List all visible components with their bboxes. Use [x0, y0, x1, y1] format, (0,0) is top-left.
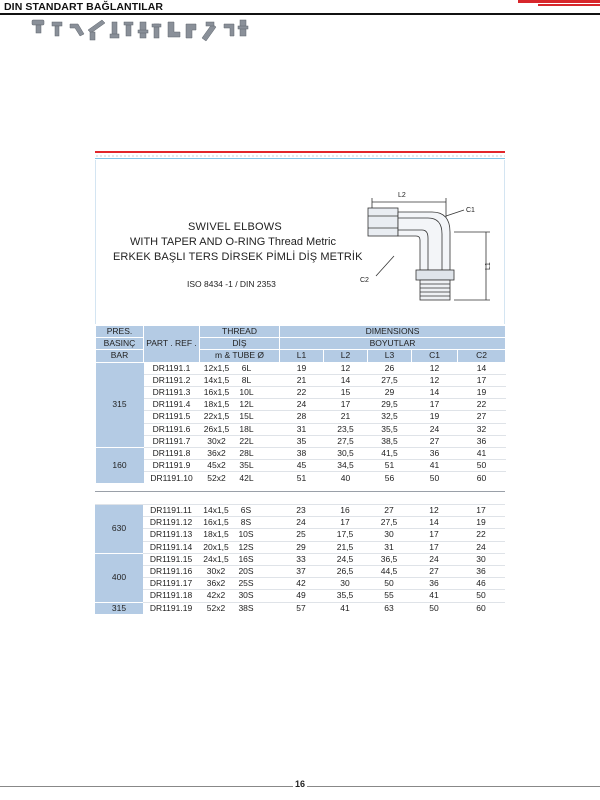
dim-l3-cell: 27,5: [367, 517, 411, 529]
dim-c1-cell: 17: [411, 541, 457, 553]
col-head-c2: C2: [458, 350, 506, 362]
pressure-cell: 315: [95, 602, 143, 614]
col-head-m-tube: m & TUBE Ø: [200, 350, 280, 362]
thread-size: 52x2: [207, 472, 226, 483]
dim-l1-cell: 23: [279, 505, 323, 517]
dim-l1-cell: 33: [279, 553, 323, 565]
dim-l1-cell: 19: [280, 362, 324, 374]
dim-c2-cell: 19: [457, 517, 505, 529]
thread-cell: [199, 565, 279, 577]
part-ref-cell: DR1191.14: [143, 541, 199, 553]
thread-cell: [200, 362, 280, 374]
dim-l3-cell: 30: [367, 529, 411, 541]
tube-size: 35L: [239, 460, 254, 471]
pressure-cell: 630: [95, 505, 143, 554]
col-head-part-ref: PART . REF .: [144, 326, 200, 363]
thread-size: 42x2: [206, 590, 226, 601]
dim-l3-cell: 29,5: [368, 399, 412, 411]
dim-l3-cell: 63: [367, 602, 411, 614]
table-row: [95, 565, 505, 577]
col-head-l3: L3: [368, 350, 412, 362]
part-ref-cell: DR1191.15: [143, 553, 199, 565]
part-ref-cell: DR1191.1: [144, 362, 200, 374]
dim-l1-cell: 35: [280, 435, 324, 447]
dim-c1-cell: 24: [412, 423, 458, 435]
dim-l3-cell: 32,5: [368, 411, 412, 423]
dim-l2-cell: 21,5: [323, 541, 367, 553]
dim-l1-cell: 22: [280, 386, 324, 398]
table-row: [96, 362, 506, 374]
dim-c1-cell: 12: [412, 362, 458, 374]
header-rule: [0, 13, 600, 15]
dim-c2-cell: 17: [458, 374, 506, 386]
table-row: [95, 529, 505, 541]
dim-l2-cell: 27,5: [324, 435, 368, 447]
thread-cell: [199, 590, 279, 602]
thread-cell: [200, 374, 280, 386]
thread-cell: [199, 529, 279, 541]
tube-size: 10S: [238, 529, 254, 540]
col-head-dimensions: DIMENSIONS: [280, 326, 506, 338]
thread-cell: [200, 472, 280, 484]
thread-size: 45x2: [207, 460, 226, 471]
part-ref-cell: DR1191.5: [144, 411, 200, 423]
dim-l3-cell: 29: [368, 386, 412, 398]
header-fittings-strip-icon: [30, 16, 260, 48]
thread-size: 14x1,5: [203, 505, 229, 516]
dim-l2-cell: 24,5: [323, 553, 367, 565]
table-row: [95, 590, 505, 602]
dim-c2-cell: 36: [458, 435, 506, 447]
dim-l3-cell: 36,5: [367, 553, 411, 565]
dim-c1-cell: 12: [411, 505, 457, 517]
dim-c2-cell: 60: [458, 472, 506, 484]
tube-size: 30S: [238, 590, 254, 601]
dim-l1-cell: 21: [280, 374, 324, 386]
thread-cell: [199, 505, 279, 517]
catalog-section-title: DIN STANDART BAĞLANTILAR: [4, 1, 164, 13]
dim-l2-cell: 21: [324, 411, 368, 423]
dim-l1-cell: 29: [279, 541, 323, 553]
pressure-cell: 400: [95, 553, 143, 602]
dim-l3-cell: 27: [367, 505, 411, 517]
dim-l3-cell: 31: [367, 541, 411, 553]
thread-cell: [200, 447, 280, 459]
dim-l2-cell: 12: [324, 362, 368, 374]
thread-size: 22x1,5: [203, 411, 230, 422]
dim-c1-cell: 41: [412, 460, 458, 472]
dim-l1-cell: 42: [279, 578, 323, 590]
dim-c1-cell: 14: [411, 517, 457, 529]
dim-l2-cell: 41: [323, 602, 367, 614]
table-row: [96, 472, 506, 484]
thread-cell: [200, 423, 280, 435]
part-ref-cell: DR1191.9: [144, 460, 200, 472]
dim-c1-cell: 17: [411, 529, 457, 541]
part-ref-cell: DR1191.17: [143, 578, 199, 590]
table-divider: [95, 491, 505, 492]
table-row: [96, 386, 506, 398]
product-title-en: SWIVEL ELBOWS: [188, 221, 282, 233]
dim-l2-cell: 40: [324, 472, 368, 484]
table-row: [95, 602, 505, 614]
dim-c1-label: C1: [466, 207, 475, 214]
dim-l2-cell: 17: [323, 517, 367, 529]
thread-cell: [199, 602, 279, 614]
part-ref-cell: DR1191.19: [143, 602, 199, 614]
dim-l3-cell: 56: [368, 472, 412, 484]
dim-c2-label: C2: [360, 277, 369, 284]
dim-l1-cell: 31: [280, 423, 324, 435]
table-row: [96, 460, 506, 472]
page-number: 16: [295, 779, 306, 789]
dim-c1-cell: 36: [412, 447, 458, 459]
part-ref-cell: DR1191.7: [144, 435, 200, 447]
part-ref-cell: DR1191.16: [143, 565, 199, 577]
dim-c2-cell: 22: [458, 399, 506, 411]
table-row: [96, 447, 506, 459]
dim-l1-cell: 38: [280, 447, 324, 459]
table-row: [96, 399, 506, 411]
dim-l1-cell: 24: [279, 517, 323, 529]
tube-size: 25S: [238, 578, 254, 589]
dim-l3-cell: 51: [368, 460, 412, 472]
dim-l1-cell: 28: [280, 411, 324, 423]
dim-l2-cell: 30: [323, 578, 367, 590]
dim-c1-cell: 17: [412, 399, 458, 411]
dimensions-table-group-1: [95, 325, 506, 484]
dim-c2-cell: 27: [458, 411, 506, 423]
dim-l3-cell: 55: [367, 590, 411, 602]
dim-c1-cell: 50: [411, 602, 457, 614]
dim-l1-label: L1: [485, 262, 492, 270]
pressure-cell: 315: [96, 362, 144, 447]
swivel-elbow-technical-drawing: [350, 182, 500, 314]
thread-cell: [200, 435, 280, 447]
part-ref-cell: DR1191.12: [143, 517, 199, 529]
thread-size: 36x2: [206, 578, 226, 589]
dim-l1-cell: 45: [280, 460, 324, 472]
tube-size: 12L: [239, 399, 254, 410]
thread-cell: [199, 517, 279, 529]
dim-c1-cell: 27: [411, 565, 457, 577]
part-ref-cell: DR1191.8: [144, 447, 200, 459]
tube-size: 15L: [239, 411, 254, 422]
product-subtitle-en: WITH TAPER AND O-RING Thread Metric: [130, 236, 336, 248]
col-head-l1: L1: [280, 350, 324, 362]
product-standard: ISO 8434 -1 / DIN 2353: [187, 279, 276, 289]
table-row: [96, 423, 506, 435]
dim-c2-cell: 30: [457, 553, 505, 565]
col-head-c1: C1: [412, 350, 458, 362]
tube-size: 22L: [239, 435, 254, 446]
tube-size: 10L: [239, 387, 254, 398]
dim-l2-label: L2: [398, 192, 406, 199]
thread-size: 30x2: [207, 435, 226, 446]
tube-size: 20S: [238, 566, 254, 577]
dim-l2-cell: 23,5: [324, 423, 368, 435]
thread-cell: [200, 411, 280, 423]
tube-size: 38S: [238, 602, 254, 613]
dim-l2-cell: 35,5: [323, 590, 367, 602]
tube-size: 42L: [239, 472, 254, 483]
part-ref-cell: DR1191.10: [144, 472, 200, 484]
col-head-basinc: BASINÇ: [96, 338, 144, 350]
dim-c2-cell: 60: [457, 602, 505, 614]
dim-c1-cell: 24: [411, 553, 457, 565]
thread-size: 30x2: [206, 566, 226, 577]
thread-size: 36x2: [207, 447, 226, 458]
table-row: [95, 505, 505, 517]
dim-c2-cell: 36: [457, 565, 505, 577]
dim-c2-cell: 14: [458, 362, 506, 374]
dim-c2-cell: 22: [457, 529, 505, 541]
dim-l3-cell: 50: [367, 578, 411, 590]
dim-l1-cell: 25: [279, 529, 323, 541]
dim-c2-cell: 50: [458, 460, 506, 472]
product-title-tr: ERKEK BAŞLI TERS DİRSEK PİMLİ DİŞ METRİK: [113, 251, 363, 263]
thread-size: 26x1,5: [203, 423, 230, 434]
col-head-dis: DİŞ: [200, 338, 280, 350]
table-row: [95, 578, 505, 590]
dim-l2-cell: 16: [323, 505, 367, 517]
dim-l3-cell: 38,5: [368, 435, 412, 447]
dim-l1-cell: 49: [279, 590, 323, 602]
tube-size: 8L: [241, 374, 252, 385]
thread-size: 20x1,5: [203, 541, 229, 552]
dim-l2-cell: 34,5: [324, 460, 368, 472]
thread-cell: [200, 386, 280, 398]
thread-cell: [199, 578, 279, 590]
dim-l3-cell: 26: [368, 362, 412, 374]
dim-l1-cell: 24: [280, 399, 324, 411]
col-head-pres: PRES.: [96, 326, 144, 338]
tube-size: 12S: [238, 541, 254, 552]
dim-l1-cell: 51: [280, 472, 324, 484]
header-accent-bar: [518, 0, 600, 3]
tube-size: 28L: [239, 447, 254, 458]
thread-size: 16x1,5: [203, 517, 229, 528]
thread-size: 24x1,5: [203, 553, 229, 564]
thread-size: 12x1,5: [203, 362, 230, 373]
col-head-bar: BAR: [96, 350, 144, 362]
part-ref-cell: DR1191.18: [143, 590, 199, 602]
dim-c1-cell: 27: [412, 435, 458, 447]
thread-size: 14x1,5: [203, 374, 230, 385]
part-ref-cell: DR1191.4: [144, 399, 200, 411]
part-ref-cell: DR1191.6: [144, 423, 200, 435]
part-ref-cell: DR1191.3: [144, 386, 200, 398]
table-row: [96, 411, 506, 423]
table-row: [95, 517, 505, 529]
tube-size: 18L: [239, 423, 254, 434]
part-ref-cell: DR1191.2: [144, 374, 200, 386]
part-ref-cell: DR1191.13: [143, 529, 199, 541]
dim-c2-cell: 50: [457, 590, 505, 602]
dim-l2-cell: 15: [324, 386, 368, 398]
header-accent-bar-2: [538, 4, 600, 6]
thread-cell: [199, 553, 279, 565]
pressure-cell: 160: [96, 447, 144, 484]
dim-l3-cell: 35,5: [368, 423, 412, 435]
thread-size: 18x1,5: [203, 399, 230, 410]
dim-c2-cell: 41: [458, 447, 506, 459]
dim-l2-cell: 17,5: [323, 529, 367, 541]
dim-l3-cell: 44,5: [367, 565, 411, 577]
dim-l1-cell: 37: [279, 565, 323, 577]
section-dotted-rule: [95, 155, 505, 157]
tube-size: 8S: [240, 517, 252, 528]
dim-c2-cell: 24: [457, 541, 505, 553]
section-blue-rule: [95, 158, 505, 159]
part-ref-cell: DR1191.11: [143, 505, 199, 517]
dim-c2-cell: 46: [457, 578, 505, 590]
thread-size: 18x1,5: [203, 529, 229, 540]
tube-size: 16S: [238, 553, 254, 564]
col-head-boyutlar: BOYUTLAR: [280, 338, 506, 350]
dim-c2-cell: 32: [458, 423, 506, 435]
dim-l3-cell: 27,5: [368, 374, 412, 386]
table-row: [96, 374, 506, 386]
dimensions-table-group-2: [95, 504, 505, 615]
tube-size: 6S: [240, 505, 252, 516]
dim-l2-cell: 30,5: [324, 447, 368, 459]
dim-c1-cell: 41: [411, 590, 457, 602]
dim-l2-cell: 17: [324, 399, 368, 411]
thread-size: 16x1,5: [203, 387, 230, 398]
dim-l2-cell: 26,5: [323, 565, 367, 577]
dim-c1-cell: 14: [412, 386, 458, 398]
dim-c2-cell: 17: [457, 505, 505, 517]
dim-l3-cell: 41,5: [368, 447, 412, 459]
table-row: [95, 553, 505, 565]
table-row: [96, 435, 506, 447]
thread-cell: [200, 460, 280, 472]
col-head-l2: L2: [324, 350, 368, 362]
dim-c1-cell: 36: [411, 578, 457, 590]
thread-cell: [199, 541, 279, 553]
dim-c1-cell: 12: [412, 374, 458, 386]
dim-l2-cell: 14: [324, 374, 368, 386]
section-red-rule: [95, 151, 505, 153]
dim-l1-cell: 57: [279, 602, 323, 614]
thread-size: 52x2: [206, 602, 226, 613]
dim-c1-cell: 50: [412, 472, 458, 484]
dim-c2-cell: 19: [458, 386, 506, 398]
tube-size: 6L: [241, 362, 252, 373]
col-head-thread: THREAD: [200, 326, 280, 338]
dim-c1-cell: 19: [412, 411, 458, 423]
table-row: [95, 541, 505, 553]
thread-cell: [200, 399, 280, 411]
